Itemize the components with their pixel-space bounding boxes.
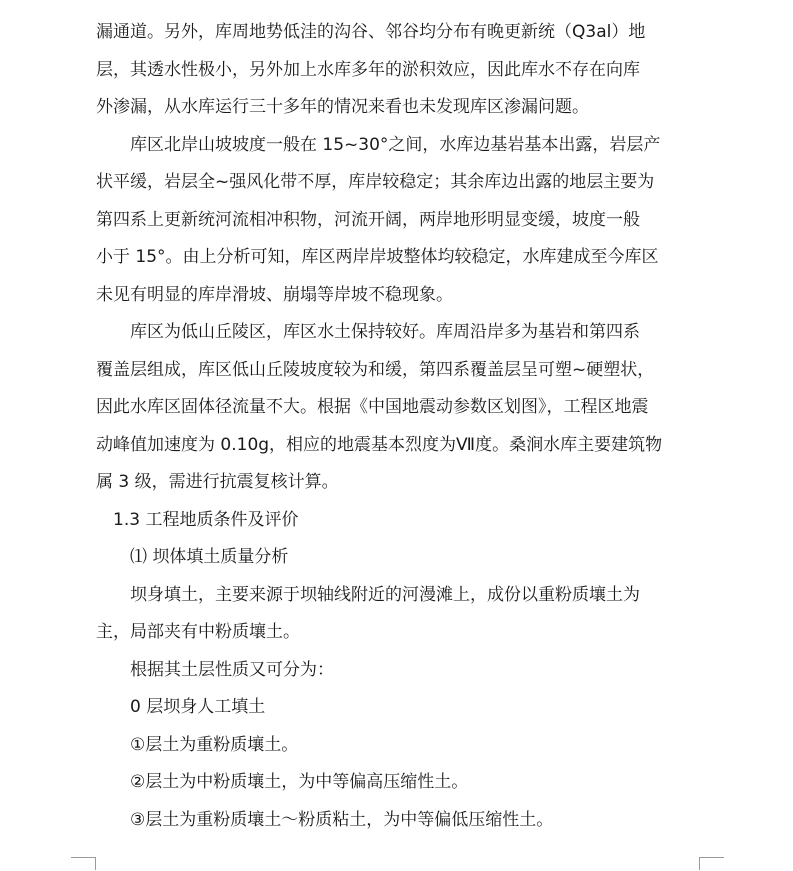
page-corner-mark-left bbox=[71, 857, 96, 870]
text-line: 坝身填土，主要来源于坝轴线附近的河漫滩上，成份以重粉质壤土为 bbox=[130, 584, 640, 605]
text-line: 1.3 工程地质条件及评价 bbox=[113, 509, 299, 530]
text-line: ③层土为重粉质壤土～粉质粘土，为中等偏低压缩性土。 bbox=[130, 809, 554, 830]
text-line: ②层土为中粉质壤土，为中等偏高压缩性土。 bbox=[130, 772, 469, 792]
text-line: ⑴ 坝体填土质量分析 bbox=[130, 547, 289, 567]
text-line: 第四系上更新统河流相冲积物，河流开阔，两岸地形明显变缓，坡度一般 bbox=[96, 209, 640, 230]
page-corner-mark-right bbox=[699, 857, 724, 870]
text-line: 状平缓，岩层全~强风化带不厚，库岸较稳定；其余库边出露的地层主要为 bbox=[96, 172, 655, 192]
text-line: 外渗漏，从水库运行三十多年的情况来看也未发现库区渗漏问题。 bbox=[96, 97, 589, 117]
text-line: 漏通道。另外，库周地势低洼的沟谷、邻谷均分布有晚更新统（Q3al）地 bbox=[96, 22, 646, 42]
text-line: 动峰值加速度为 0.10g，相应的地震基本烈度为Ⅶ度。桑涧水库主要建筑物 bbox=[96, 434, 663, 455]
text-line: 主，局部夹有中粉质壤土。 bbox=[96, 622, 300, 642]
text-line: ①层土为重粉质壤土。 bbox=[130, 734, 299, 755]
document-body bbox=[96, 14, 702, 839]
text-line: 库区北岸山坡坡度一般在 15~30°之间，水库边基岩基本出露，岩层产 bbox=[130, 134, 661, 155]
text-line: 覆盖层组成，库区低山丘陵坡度较为和缓，第四系覆盖层呈可塑~硬塑状， bbox=[96, 359, 655, 380]
text-line: 层，其透水性极小，另外加上水库多年的淤积效应，因此库水不存在向库 bbox=[96, 59, 640, 80]
text-line: 0 层坝身人工填土 bbox=[130, 697, 266, 717]
text-line: 未见有明显的库岸滑坡、崩塌等岸坡不稳现象。 bbox=[96, 284, 453, 305]
text-line: 库区为低山丘陵区，库区水土保持较好。库周沿岸多为基岩和第四系 bbox=[130, 322, 640, 342]
text-line: 根据其土层性质又可分为： bbox=[130, 659, 334, 680]
text-line: 属 3 级，需进行抗震复核计算。 bbox=[96, 472, 339, 492]
text-line: 因此水库区固体径流量不大。根据《中国地震动参数区划图》，工程区地震 bbox=[96, 397, 649, 417]
text-line: 小于 15°。由上分析可知，库区两岸岸坡整体均较稳定，水库建成至今库区 bbox=[96, 247, 659, 267]
